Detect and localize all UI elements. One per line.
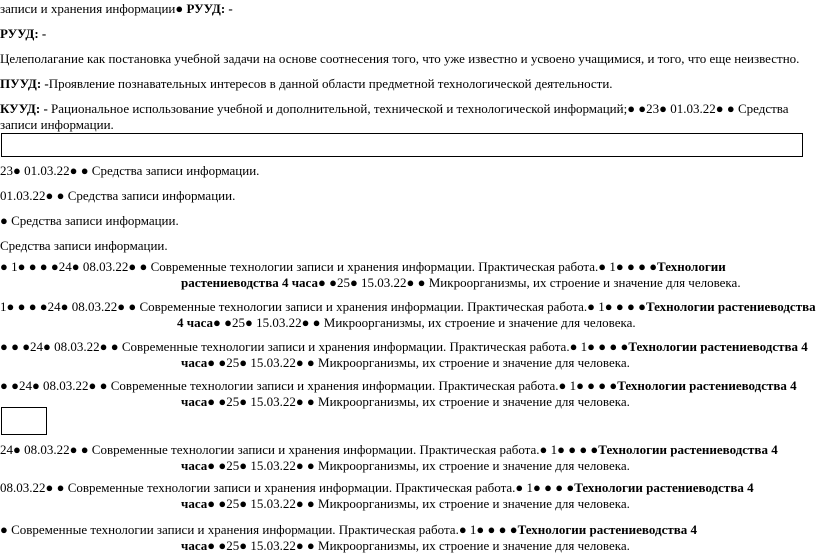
text-run: ● ●25● 15.03.22● ● Микроорганизмы, их строение и значение для человека. [213,315,636,330]
text-line [0,25,46,42]
text-line [0,0,233,17]
text-line [0,258,726,275]
text-line [0,187,235,204]
bold-text: РУУД: - [186,1,233,16]
text-line [181,457,630,474]
text-run: ● Современные технологии записи и хранения информации. Практическая работа.● 1● ● ● ● [0,522,518,537]
text-line [0,338,808,355]
text-line [0,162,259,179]
text-run: ● ●24● 08.03.22● ● Современные технологии записи и хранения информации. Практическая работа.● 1● ● ● ● [0,378,618,393]
text-run: 1● ● ● ●24● 08.03.22● ● Современные технологии записи и хранения информации. Практическая работа.● 1● ● ● ● [0,299,646,314]
text-line [181,495,630,512]
text-run: ● ●25● 15.03.22● ● Микроорганизмы, их строение и значение для человека. [207,394,630,409]
text-run: 23● 01.03.22● ● Средства записи информации. [0,163,260,178]
bold-text: часа [181,458,208,473]
text-run: 01.03.22● ● Средства записи информации. [0,188,236,203]
text-run: ● ●25● 15.03.22● ● Микроорганизмы, их строение и значение для человека. [207,538,630,553]
text-line [181,354,630,371]
text-run: записи информации. [0,117,114,132]
text-run: ● ●25● 15.03.22● ● Микроорганизмы, их строение и значение для человека. [207,458,630,473]
bold-text: ПУУД: - [0,76,49,91]
text-run: 24● 08.03.22● ● Современные технологии записи и хранения информации. Практическая работа.● 1● ● ● ● [0,442,599,457]
text-line [177,314,636,331]
bold-text: Технологии растениеводства [645,299,816,314]
bold-text: Технологии растениеводства 4 [517,522,697,537]
text-line [0,441,778,458]
text-line [181,393,630,410]
text-run: Рациональное использование учебной и дополнительной, технической и технологической информаций;● ●23● 01.03.22● ● Средства [51,101,789,116]
text-line [181,274,741,291]
text-run: Целеполагание как постановка учебной задачи на основе соотнесения того, что уже известно и усвоено учащимися, и того, что еще неизвестно. [0,51,800,66]
text-run: записи и хранения информации● [0,1,187,16]
text-line [0,377,797,394]
bold-text: РУУД: - [0,26,47,41]
empty-table-row [1,133,803,157]
empty-table-cell [1,407,47,435]
bold-text: часа [181,355,208,370]
bold-text: 4 часа [177,315,214,330]
bold-text: Технологии растениеводства 4 [598,442,778,457]
bold-text: КУУД: - [0,101,52,116]
text-line [181,537,630,554]
bold-text: часа [181,496,208,511]
text-run: ● ●25● 15.03.22● ● Микроорганизмы, их строение и значение для человека. [317,275,741,290]
text-run: ● ● ●24● 08.03.22● ● Современные технологии записи и хранения информации. Практическая работа.● 1● ● ● ● [0,339,629,354]
bold-text: растениеводства 4 часа [181,275,318,290]
text-run: ● Средства записи информации. [0,213,179,228]
text-run: Проявление познавательных интересов в данной области предметной технологической деятельности. [48,76,613,91]
bold-text: Технологии растениеводства 4 [617,378,797,393]
bold-text: Технологии [657,259,726,274]
text-line [0,116,114,133]
text-line [0,75,613,92]
text-line [0,479,754,496]
text-line [0,50,799,67]
text-line [0,521,697,538]
bold-text: часа [181,394,208,409]
text-line [0,298,816,315]
text-run: 08.03.22● ● Современные технологии записи и хранения информации. Практическая работа.● 1● ● ● ● [0,480,575,495]
text-line [0,237,168,254]
bold-text: Технологии растениеводства 4 [574,480,754,495]
bold-text: часа [181,538,208,553]
text-run: ● ●25● 15.03.22● ● Микроорганизмы, их строение и значение для человека. [207,355,630,370]
text-run: ● ●25● 15.03.22● ● Микроорганизмы, их строение и значение для человека. [207,496,630,511]
bold-text: Технологии растениеводства 4 [628,339,808,354]
text-run: Средства записи информации. [0,238,168,253]
text-line [0,100,789,117]
text-line [0,212,179,229]
text-run: ● 1● ● ● ●24● 08.03.22● ● Современные технологии записи и хранения информации. Практическая работа.● 1● ● ● ● [0,259,658,274]
